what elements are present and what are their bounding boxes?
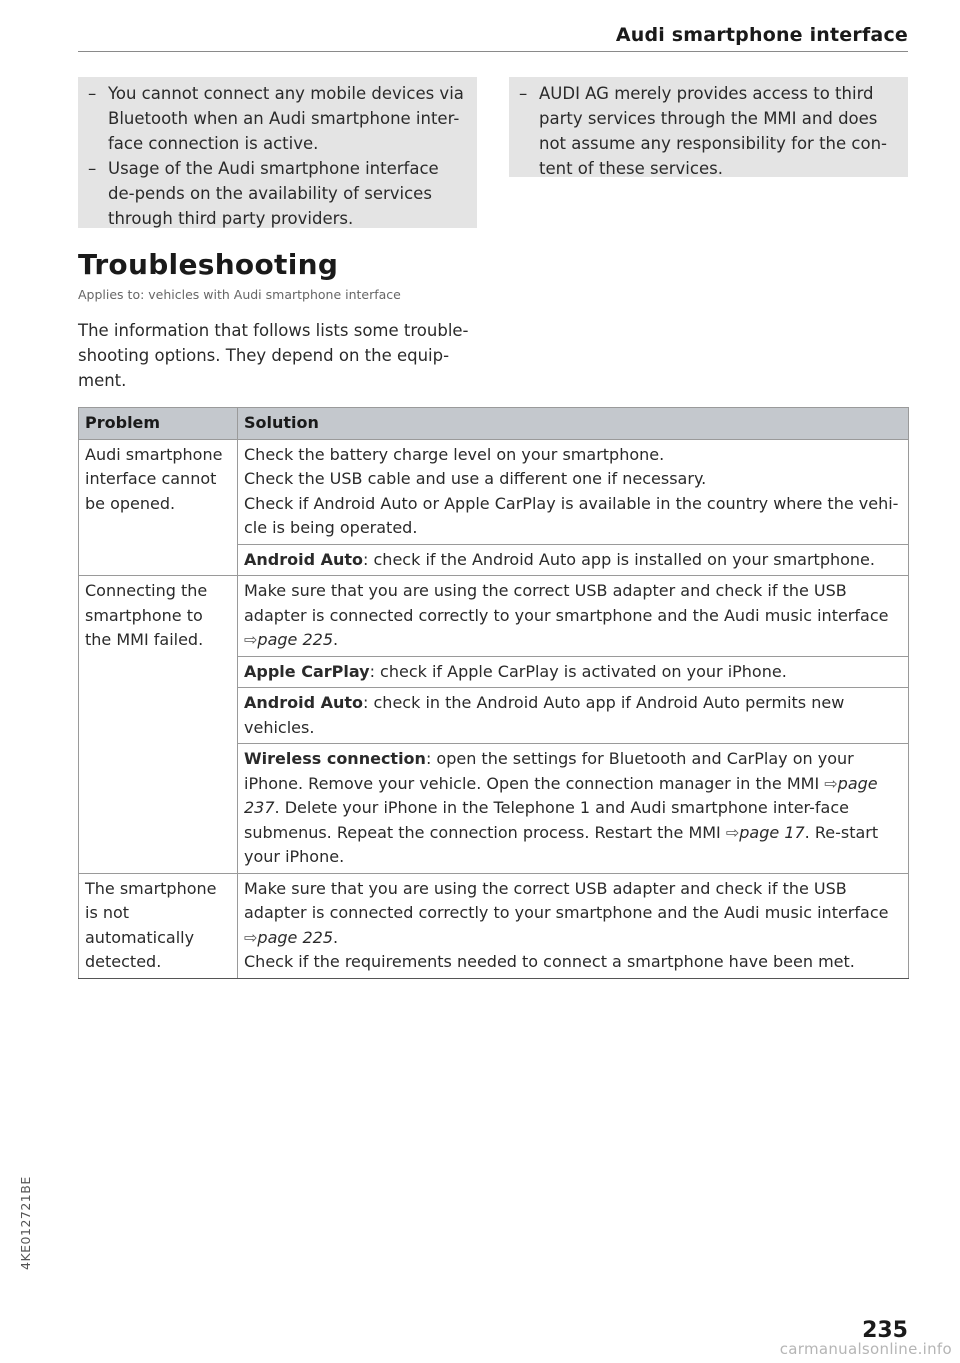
table-row (79, 873, 909, 978)
header-solution: Solution (238, 408, 909, 440)
page-number: 235 (862, 1318, 908, 1343)
solution-label: Apple CarPlay (244, 661, 370, 681)
solution-cell (238, 744, 909, 874)
solution-line: Check the battery charge level on your smartphone. (244, 444, 665, 464)
solution-text: Make sure that you are using the correct USB adapter and check if the USB adapter is connected correctly to your smartphone and the Audi music interface (244, 878, 889, 922)
document-code: 4KE012721BE (18, 1176, 33, 1270)
header-rule (78, 51, 908, 52)
troubleshooting-table (78, 407, 909, 979)
solution-text: Make sure that you are using the correct USB adapter and check if the USB adapter is connected correctly to your smartphone and the Audi music interface (244, 581, 889, 625)
running-header-title: Audi smartphone interface (615, 24, 908, 46)
note-bullet (519, 81, 896, 181)
solution-label: Wireless connection (244, 749, 426, 768)
page-link[interactable] (244, 630, 333, 649)
page-link[interactable] (726, 823, 805, 842)
bullet-dash: – (88, 159, 97, 178)
solution-text: : check if Apple CarPlay is activated on your iPhone. (369, 661, 787, 681)
section-title: Troubleshooting (78, 248, 339, 281)
header-problem: Problem (79, 408, 238, 440)
solution-label: Android Auto (244, 693, 364, 712)
solution-text: : check if the Android Auto app is installed on your smartphone. (363, 549, 875, 569)
problem-cell: The smartphone is not automatically detected. (79, 873, 238, 978)
page-link[interactable] (244, 928, 333, 947)
applies-to: Applies to: vehicles with Audi smartphone interface (78, 287, 401, 302)
solution-cell (238, 688, 909, 744)
arrow-right-icon: ⇨ (244, 927, 258, 947)
solution-cell (238, 439, 909, 544)
table-row (79, 576, 909, 657)
page-ref: page 237 (244, 773, 878, 817)
solution-text-end: . (333, 927, 339, 947)
page-ref: page 225 (257, 927, 333, 947)
arrow-right-icon: ⇨ (725, 822, 740, 842)
table-header-row (79, 408, 909, 440)
page-ref: page 17 (739, 822, 805, 842)
solution-line: Check if Android Auto or Apple CarPlay is available in the country where the vehi-cle is being operated. (244, 493, 899, 537)
solution-cell (238, 576, 909, 657)
table-row (79, 439, 909, 544)
arrow-right-icon: ⇨ (244, 630, 258, 649)
solution-text: . Re-start your iPhone. (244, 822, 879, 866)
solution-text: . Delete your iPhone in the Telephone 1 and Audi smartphone inter-face submenus. Repeat the connection process. Restart the MMI (244, 798, 849, 842)
solution-line (244, 877, 902, 951)
solution-label: Android Auto (244, 549, 364, 569)
arrow-right-icon: ⇨ (824, 773, 838, 793)
solution-line: Check the USB cable and use a different one if necessary. (244, 469, 707, 488)
solution-text: : open the settings for Bluetooth and CarPlay on your iPhone. Remove your vehicle. Open the connection manager in the MMI (244, 749, 854, 793)
solution-cell (238, 656, 909, 688)
note-text: AUDI AG merely provides access to third party services through the MMI and does not assume any responsibility for the con-tent of these services. (539, 84, 887, 178)
solution-text-end: . (333, 630, 339, 649)
problem-cell: Connecting the smartphone to the MMI failed. (79, 576, 238, 874)
note-box-right (509, 77, 908, 177)
solution-cell (238, 873, 909, 978)
bullet-dash: – (88, 84, 97, 103)
watermark: carmanualsonline.info (779, 1340, 952, 1358)
note-text: Usage of the Audi smartphone interface de-pends on the availability of services through third party providers. (108, 159, 439, 228)
note-bullet (88, 81, 465, 156)
solution-line: Check if the requirements needed to connect a smartphone have been met. (244, 952, 855, 971)
intro-paragraph: The information that follows lists some trouble-shooting options. They depend on the equip-ment. (78, 321, 469, 390)
note-box-left (78, 77, 477, 228)
note-bullet (88, 156, 465, 231)
bullet-dash: – (519, 84, 528, 103)
problem-cell: Audi smartphone interface cannot be opened. (79, 439, 238, 576)
solution-text: : check in the Android Auto app if Android Auto permits new vehicles. (244, 693, 845, 737)
page-ref: page 225 (257, 630, 333, 649)
note-text: You cannot connect any mobile devices via Bluetooth when an Audi smartphone inter-face connection is active. (108, 84, 464, 153)
solution-cell (238, 544, 909, 576)
